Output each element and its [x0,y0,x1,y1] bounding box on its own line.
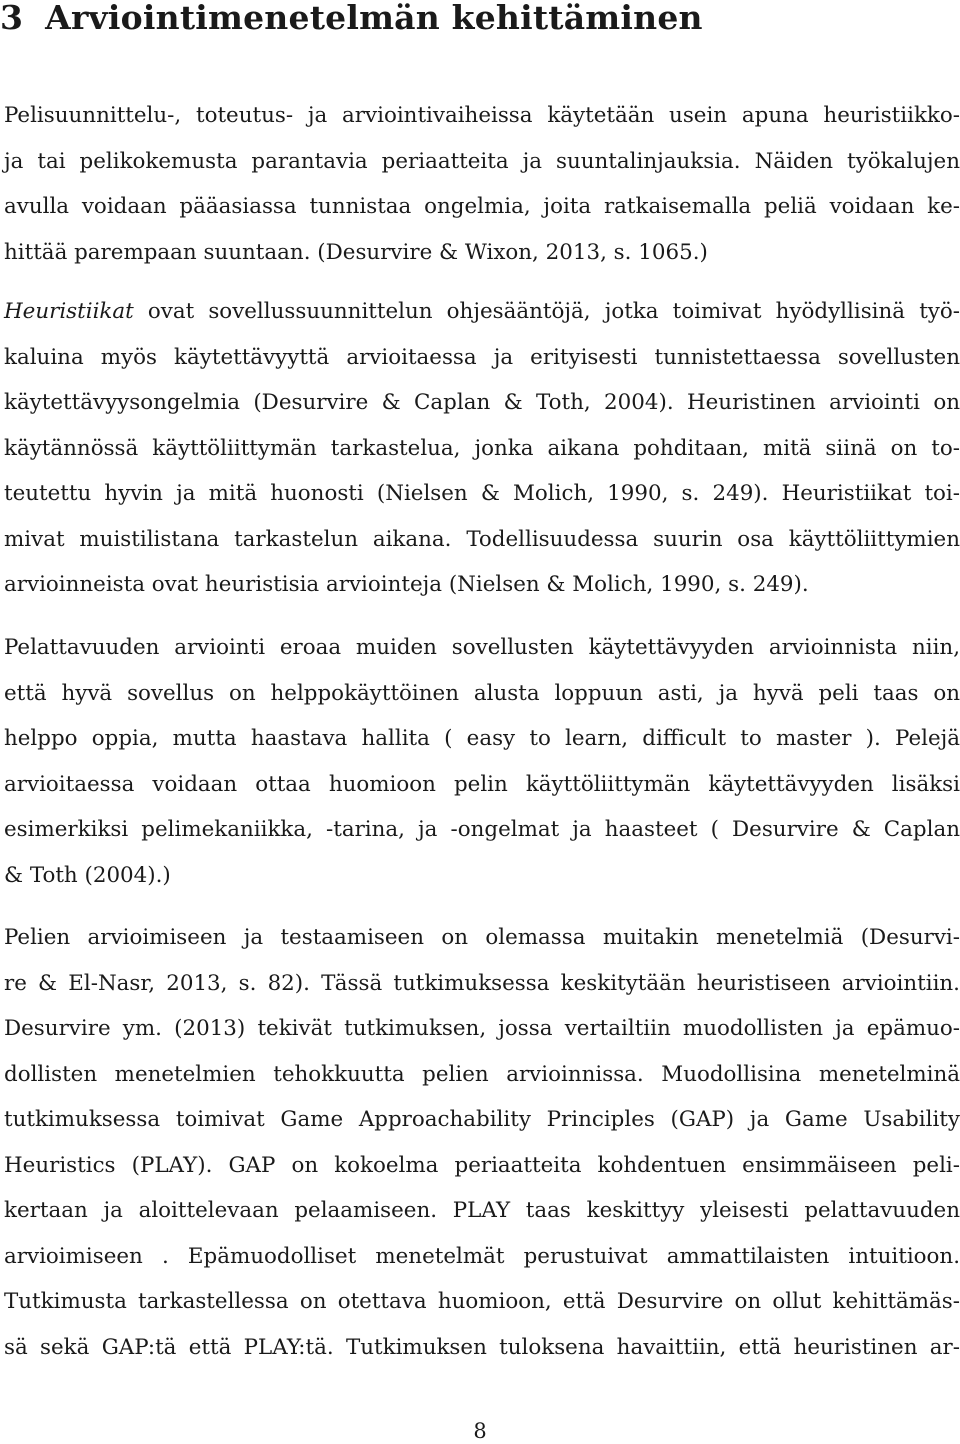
paragraph-line: Desurvire ym. (2013) tekivät tutkimuksen, jossa vertailtiin muodollisten ja epämuo- [4,1016,960,1041]
paragraph-line: hittää parempaan suuntaan. (Desurvire & Wixon, 2013, s. 1065.) [4,239,708,265]
paragraph-line-rest: ovat sovellussuunnittelun ohjesääntöjä, jotka toimivat hyödyllisinä työ- [133,299,960,324]
paragraph-line: arvioinneista ovat heuristisia arviointeja (Nielsen & Molich, 1990, s. 249). [4,572,809,597]
paragraph-line: Heuristics (PLAY). GAP on kokoelma periaatteita kohdentuen ensimmäiseen peli- [4,1152,960,1178]
paragraph-line: että hyvä sovellus on helppokäyttöinen alusta loppuun asti, ja hyvä peli taas on [4,680,960,706]
paragraph-line: kaluina myös käytettävyyttä arvioitaessa ja erityisesti tunnistettaessa sovellusten [4,344,960,370]
paragraph-3 [4,625,960,898]
paragraph-line: tutkimuksessa toimivat Game Approachability Principles (GAP) ja Game Usability [4,1107,960,1132]
paragraph-line: & Toth (2004).) [4,862,171,888]
paragraph-line: esimerkiksi pelimekaniikka, -tarina, ja -ongelmat ja haasteet ( Desurvire & Caplan [4,817,960,842]
paragraph-4 [4,915,960,1370]
page-number: 8 [473,1419,487,1443]
paragraph-line: Pelien arvioimiseen ja testaamiseen on olemassa muitakin menetelmiä (Desurvi- [4,925,960,950]
paragraph-line: käytännössä käyttöliittymän tarkastelua, jonka aikana pohditaan, mitä siinä on to- [4,435,960,461]
paragraph-line: mivat muistilistana tarkastelun aikana. Todellisuudessa suurin osa käyttöliittymien [4,526,960,552]
paragraph-1 [4,93,960,275]
paragraph-line: sä sekä GAP:tä että PLAY:tä. Tutkimuksen tuloksena havaittiin, että heuristinen ar- [4,1334,960,1360]
paragraph-line: arvioimiseen . Epämuodolliset menetelmät perustuivat ammattilaisten intuitioon. [4,1243,960,1269]
paragraph-line: arvioitaessa voidaan ottaa huomioon pelin käyttöliittymän käytettävyyden lisäksi [4,771,960,797]
emphasized-term: Heuristiikat [4,299,134,324]
section-heading [0,0,703,37]
paragraph-line: Tutkimusta tarkastellessa on otettava huomioon, että Desurvire on ollut kehittämäs- [4,1289,960,1314]
section-title: Arviointimenetelmän kehittäminen [45,0,703,37]
paragraph-line [4,289,960,335]
paragraph-line: dollisten menetelmien tehokkuutta pelien arvioinnissa. Muodollisina menetelminä [4,1061,960,1087]
paragraph-line: helppo oppia, mutta haastava hallita ( easy to learn, difficult to master ). Pelejä [4,726,960,751]
paragraph-2 [4,289,960,608]
paragraph-line: teutettu hyvin ja mitä huonosti (Nielsen & Molich, 1990, s. 249). Heuristiikat toi- [4,481,960,506]
paragraph-line: kertaan ja aloittelevaan pelaamiseen. PLAY taas keskittyy yleisesti pelattavuuden [4,1198,960,1223]
paragraph-line: avulla voidaan pääasiassa tunnistaa ongelmia, joita ratkaisemalla peliä voidaan ke- [4,194,960,219]
paragraph-line: käytettävyysongelmia (Desurvire & Caplan & Toth, 2004). Heuristinen arviointi on [4,390,960,415]
paragraph-line: Pelisuunnittelu-, toteutus- ja arviointivaiheissa käytetään usein apuna heuristiikko- [4,103,960,128]
paragraph-line: ja tai pelikokemusta parantavia periaatteita ja suuntalinjauksia. Näiden työkalujen [4,148,960,174]
paragraph-line: Pelattavuuden arviointi eroaa muiden sovellusten käytettävyyden arvioinnista niin, [4,635,960,660]
paragraph-line: re & El-Nasr, 2013, s. 82). Tässä tutkimuksessa keskitytään heuristiseen arviointiin. [4,970,960,996]
section-number: 3 [0,0,24,37]
